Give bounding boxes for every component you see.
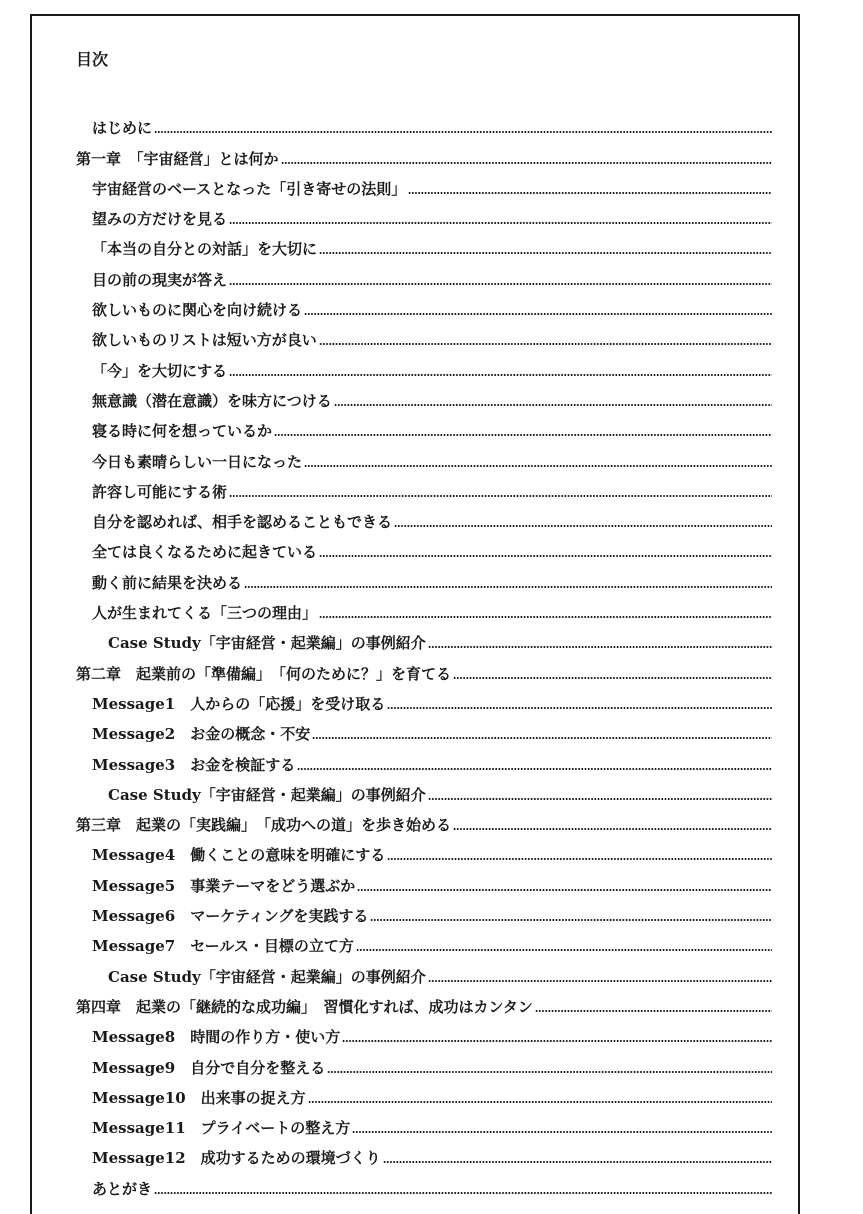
toc-entry-text: 欲しいものリストは短い方が良い xyxy=(92,331,317,350)
toc-entry xyxy=(32,865,798,895)
dot-leader xyxy=(370,919,772,921)
toc-entry xyxy=(32,169,798,199)
dot-leader xyxy=(327,1071,772,1073)
toc-entry-text: あとがき xyxy=(92,1179,153,1198)
dot-leader xyxy=(312,737,772,739)
toc-entry xyxy=(32,532,798,562)
toc-entry xyxy=(32,259,798,289)
dot-leader xyxy=(154,131,772,133)
toc-entry xyxy=(32,320,798,350)
dot-leader xyxy=(383,1161,772,1163)
dot-leader xyxy=(453,828,772,830)
toc-entry xyxy=(32,350,798,380)
toc-entry xyxy=(32,1108,798,1138)
toc-entry xyxy=(32,623,798,653)
toc-list xyxy=(32,108,798,1199)
toc-entry-text: Message4 働くことの意味を明確にする xyxy=(92,846,386,865)
toc-entry xyxy=(32,684,798,714)
toc-entry-text: Message8 時間の作り方・使い方 xyxy=(92,1028,341,1047)
toc-entry xyxy=(32,775,798,805)
toc-entry-text: Case Study「宇宙経営・起業編」の事例紹介 xyxy=(108,634,426,653)
toc-entry-text: 動く前に結果を決める xyxy=(92,573,243,592)
dot-leader xyxy=(408,192,772,194)
toc-entry-text: 第二章 起業前の「準備編」 「何のために？」を育てる xyxy=(76,664,452,683)
dot-leader xyxy=(319,252,772,254)
toc-entry-text: Message5 事業テーマをどう選ぶか xyxy=(92,876,356,895)
dot-leader xyxy=(535,1010,772,1012)
dot-leader xyxy=(387,707,772,709)
toc-entry-text: Message11 プライベートの整え方 xyxy=(92,1119,351,1138)
dot-leader xyxy=(453,677,772,679)
toc-entry-text: 目の前の現実が答え xyxy=(92,270,228,289)
toc-entry xyxy=(32,744,798,774)
toc-entry xyxy=(32,411,798,441)
dot-leader xyxy=(281,162,772,164)
dot-leader xyxy=(297,768,772,770)
dot-leader xyxy=(428,798,772,800)
toc-title: 目次 xyxy=(76,50,109,69)
toc-entry xyxy=(32,714,798,744)
toc-entry xyxy=(32,896,798,926)
toc-entry xyxy=(32,472,798,502)
dot-leader xyxy=(274,434,772,436)
toc-entry xyxy=(32,138,798,168)
toc-entry-text: Case Study「宇宙経営・起業編」の事例紹介 xyxy=(108,967,426,986)
toc-entry-text: Message7 セールス・目標の立て方 xyxy=(92,937,354,956)
toc-entry-text: Case Study「宇宙経営・起業編」の事例紹介 xyxy=(108,785,426,804)
toc-entry-text: 無意識（潜在意識）を味方につける xyxy=(92,391,332,410)
toc-entry xyxy=(32,1138,798,1168)
toc-entry-text: 「今」を大切にする xyxy=(92,361,228,380)
toc-entry xyxy=(32,1017,798,1047)
dot-leader xyxy=(319,616,772,618)
toc-entry-text: Message6 マーケティングを実践する xyxy=(92,907,369,926)
toc-entry xyxy=(32,441,798,471)
dot-leader xyxy=(308,1101,772,1103)
dot-leader xyxy=(229,222,772,224)
dot-leader xyxy=(342,1040,772,1042)
toc-entry-text: 自分を認めれば、相手を認めることもできる xyxy=(92,513,393,532)
dot-leader xyxy=(356,949,772,951)
toc-entry-text: 望みの方だけを見る xyxy=(92,210,228,229)
toc-entry-text: 全ては良くなるために起きている xyxy=(92,543,318,562)
toc-entry xyxy=(32,653,798,683)
toc-entry-text: Message9 自分で自分を整える xyxy=(92,1058,326,1077)
toc-entry xyxy=(32,229,798,259)
toc-entry-text: 第三章 起業の「実践編」 「成功への道」を歩き始める xyxy=(76,816,452,835)
toc-entry-text: 今日も素晴らしい一日になった xyxy=(92,452,303,471)
toc-entry-text: はじめに xyxy=(92,119,153,138)
dot-leader xyxy=(304,313,772,315)
dot-leader xyxy=(428,980,772,982)
toc-entry xyxy=(32,805,798,835)
toc-entry-text: Message1 人からの「応援」を受け取る xyxy=(92,694,386,713)
toc-entry-text: 第一章 「宇宙経営」とは何か xyxy=(76,149,279,168)
toc-entry-text: Message2 お金の概念・不安 xyxy=(92,725,311,744)
toc-entry-text: 宇宙経営のベースとなった「引き寄せの法則」 xyxy=(92,179,407,198)
toc-entry-text: 「本当の自分との対話」を大切に xyxy=(92,240,318,259)
toc-entry xyxy=(32,956,798,986)
dot-leader xyxy=(352,1131,772,1133)
toc-entry xyxy=(32,835,798,865)
toc-entry xyxy=(32,381,798,411)
dot-leader xyxy=(304,465,772,467)
toc-entry xyxy=(32,502,798,532)
dot-leader xyxy=(319,555,772,557)
dot-leader xyxy=(229,283,772,285)
toc-entry xyxy=(32,987,798,1017)
toc-entry xyxy=(32,290,798,320)
dot-leader xyxy=(229,495,772,497)
toc-entry xyxy=(32,926,798,956)
toc-entry xyxy=(32,108,798,138)
dot-leader xyxy=(394,525,772,527)
document-page xyxy=(30,14,800,1214)
dot-leader xyxy=(319,343,772,345)
toc-entry xyxy=(32,199,798,229)
toc-entry-text: Message3 お金を検証する xyxy=(92,755,296,774)
toc-entry xyxy=(32,593,798,623)
toc-entry xyxy=(32,1047,798,1077)
dot-leader xyxy=(154,1192,772,1194)
toc-entry-text: 許容し可能にする術 xyxy=(92,482,228,501)
dot-leader xyxy=(357,889,772,891)
dot-leader xyxy=(244,586,772,588)
toc-entry xyxy=(32,562,798,592)
toc-entry xyxy=(32,1168,798,1198)
toc-entry-text: 寝る時に何を想っているか xyxy=(92,422,273,441)
dot-leader xyxy=(428,646,772,648)
dot-leader xyxy=(334,404,772,406)
dot-leader xyxy=(387,858,772,860)
toc-entry xyxy=(32,1078,798,1108)
toc-entry-text: 人が生まれてくる「三つの理由」 xyxy=(92,604,318,623)
toc-entry-text: Message12 成功するための環境づくり xyxy=(92,1149,381,1168)
toc-entry-text: 第四章 起業の「継続的な成功編」 習慣化すれば、成功はカンタン xyxy=(76,997,533,1016)
toc-entry-text: 欲しいものに関心を向け続ける xyxy=(92,301,303,320)
toc-entry-text: Message10 出来事の捉え方 xyxy=(92,1088,306,1107)
dot-leader xyxy=(229,374,772,376)
